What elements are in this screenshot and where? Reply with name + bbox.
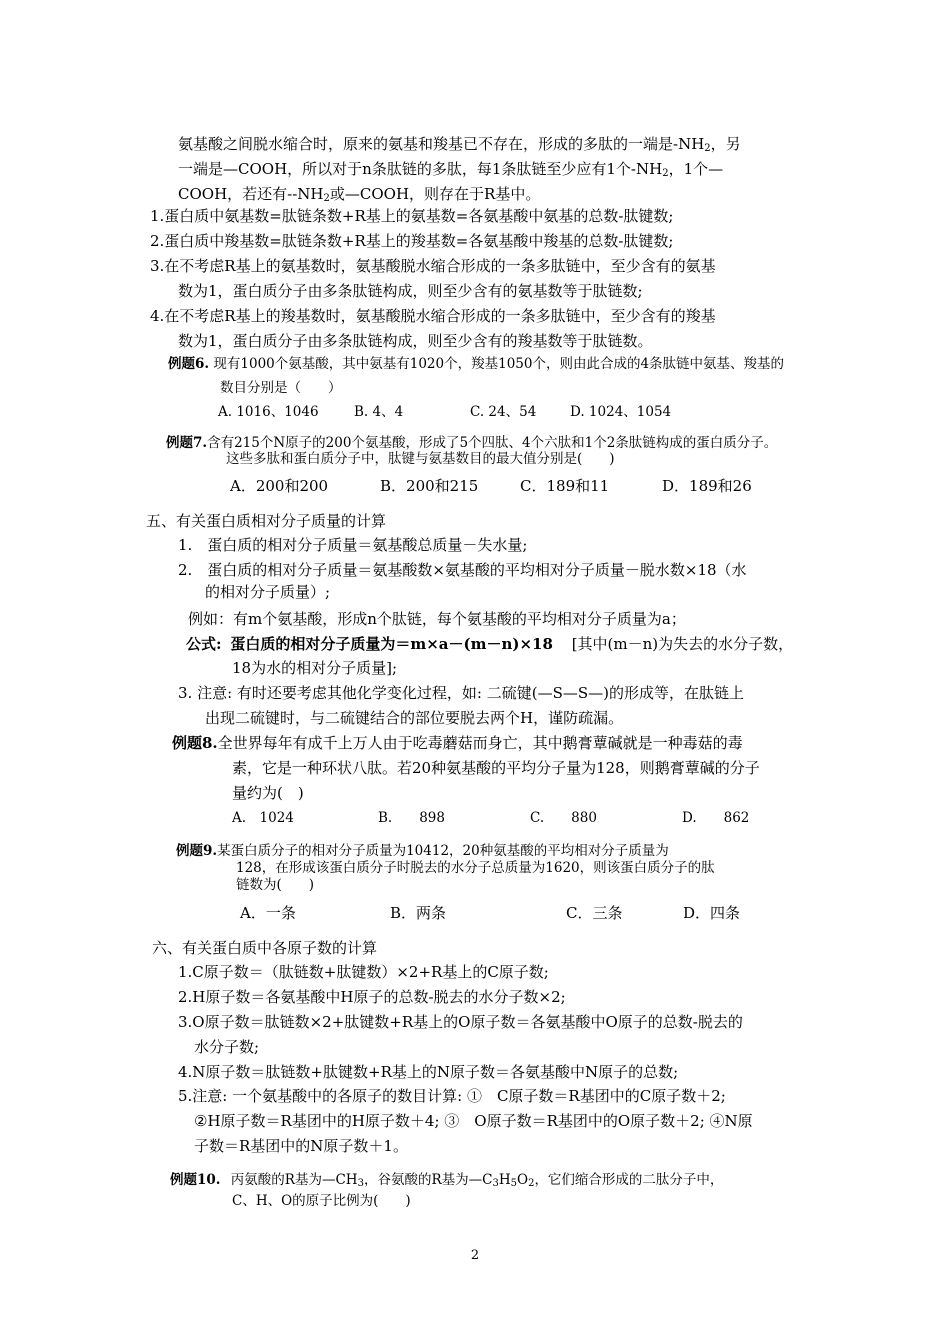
example-9-question-line-3: 链数为( ) [236, 877, 315, 893]
page-number: 2 [470, 1248, 480, 1263]
example-6-option-d: D. 1024、1054 [570, 404, 672, 420]
question-text: ，谷氨酸的R基为—C [363, 1172, 493, 1188]
question-text: 现有1000个氨基酸，其中氨基有1020个，羧基1050个，则由此合成的4条肽链中氨基、羧基的 [213, 356, 785, 372]
section-6-point-4: 4.N原子数＝肽链数+肽键数+R基上的N原子数＝各氨基酸中N原子的总数; [178, 1063, 679, 1081]
subscript: 2 [528, 1178, 535, 1189]
example-8-question-line-3: 量约为( ) [232, 784, 304, 802]
intro-text: 氨基酸之间脱水缩合时，原来的氨基和羧基已不存在，形成的多肽的一端是-NH [178, 135, 705, 153]
intro-line-2 [178, 159, 723, 179]
example-8-question [172, 733, 743, 753]
section-5-formula-note-2: 18为水的相对分子质量]; [232, 659, 397, 677]
example-10-question [170, 1170, 723, 1190]
rule-4-line-1: 4.在不考虑R基上的羧基数时，氨基酸脱水缩合形成的一条多肽链中，至少含有的羧基 [150, 307, 716, 325]
section-6-point-2: 2.H原子数＝各氨基酸中H原子的总数-脱去的水分子数×2; [178, 988, 566, 1006]
formula-note: [其中(m－n)为失去的水分子数， [571, 635, 794, 653]
example-9-option-a: A．一条 [240, 904, 296, 922]
example-7-option-a: A．200和200 [230, 477, 329, 495]
question-text: 丙氨酸的R基为—CH [230, 1172, 358, 1188]
subscript: 2 [704, 143, 711, 154]
section-5-title: 五、有关蛋白质相对分子质量的计算 [146, 512, 387, 530]
intro-text: ，另 [710, 135, 741, 153]
example-9-question-line-2: 128，在形成该蛋白质分子时脱去的水分子总质量为1620，则该蛋白质分子的肽 [236, 860, 715, 876]
section-6-point-1: 1.C原子数＝（肽链数+肽键数）×2+R基上的C原子数; [178, 963, 549, 981]
example-9-option-d: D．四条 [683, 904, 741, 922]
example-9-option-c: C．三条 [566, 904, 623, 922]
question-text: ，它们缩合形成的二肽分子中， [534, 1172, 724, 1188]
example-label: 例题8. [172, 734, 218, 752]
example-7-question-line-2: 这些多肽和蛋白质分子中，肽键与氨基数目的最大值分别是( ) [226, 451, 615, 467]
example-8-option-c: C. 880 [530, 810, 597, 826]
example-7-option-d: D．189和26 [662, 477, 752, 495]
example-label: 例题6. [168, 356, 210, 372]
example-6-option-b: B. 4、4 [354, 404, 404, 420]
example-label: 例题10. [170, 1172, 221, 1188]
subscript: 5 [510, 1178, 517, 1189]
section-5-point-2-line-2: 的相对分子质量）; [205, 583, 331, 601]
question-text: 含有215个N原子的200个氨基酸，形成了5个四肽、4个六肽和1个2条肽链构成的蛋白质分子。 [207, 435, 778, 451]
section-5-point-2-line-1: 2. 蛋白质的相对分子质量＝氨基酸数×氨基酸的平均相对分子质量－脱水数×18（水 [178, 561, 747, 579]
example-9-option-b: B．两条 [390, 904, 447, 922]
example-10-question-line-2: C、H、O的原子比例为( ) [232, 1193, 411, 1209]
rule-3-line-2: 数为1，蛋白质分子由多条肽链构成，则至少含有的氨基数等于肽链数; [178, 282, 643, 300]
subscript: 3 [357, 1178, 364, 1189]
intro-text: 一端是—COOH，所以对于n条肽链的多肽，每1条肽链至少应有1个-NH [178, 160, 663, 178]
section-5-point-3-line-1: 3. 注意: 有时还要考虑其他化学变化过程，如: 二硫键(—S—S—)的形成等，在肽链上 [178, 684, 744, 702]
example-8-option-a: A. 1024 [232, 810, 294, 826]
question-text: H [498, 1172, 511, 1188]
example-label: 例题7. [166, 435, 208, 451]
section-5-point-3-line-2: 出现二硫键时，与二硫键结合的部位要脱去两个H，谨防疏漏。 [205, 709, 624, 727]
example-7-option-b: B．200和215 [380, 477, 479, 495]
section-5-point-1: 1. 蛋白质的相对分子质量＝氨基酸总质量－失水量; [178, 536, 528, 554]
intro-text: 或—COOH，则存在于R基中。 [329, 185, 541, 203]
section-6-title: 六、有关蛋白质中各原子数的计算 [152, 939, 378, 957]
rule-4-line-2: 数为1，蛋白质分子由多条肽链构成，则至少含有的羧基数等于肽链数。 [178, 332, 653, 350]
example-label: 例题9. [176, 843, 218, 859]
intro-line-3 [178, 184, 540, 204]
section-6-point-5-line-3: 子数＝R基团中的N原子数＋1。 [194, 1137, 408, 1155]
section-6-point-3-line-2: 水分子数; [194, 1038, 260, 1056]
intro-text: COOH，若还有--NH [178, 185, 324, 203]
rule-1: 1.蛋白质中氨基数=肽链条数+R基上的氨基数=各氨基酸中氨基的总数-肽键数; [150, 207, 674, 225]
section-6-point-3-line-1: 3.O原子数＝肽链数×2+肽键数+R基上的O原子数＝各氨基酸中O原子的总数-脱去的 [178, 1013, 743, 1031]
example-8-option-b: B. 898 [378, 810, 445, 826]
rule-2: 2.蛋白质中羧基数=肽链条数+R基上的羧基数=各氨基酸中羧基的总数-肽键数; [150, 232, 674, 250]
example-6-option-a: A. 1016、1046 [218, 404, 319, 420]
example-6-question-line-2: 数目分别是（ ） [220, 380, 342, 396]
example-7-option-c: C．189和11 [520, 477, 610, 495]
intro-text: ，1个— [668, 160, 724, 178]
formula-label: 公式: [186, 635, 222, 653]
question-text: 全世界每年有成千上万人由于吃毒蘑菇而身亡，其中鹅膏蕈碱就是一种毒菇的毒 [217, 734, 743, 752]
example-6-question [168, 354, 784, 374]
subscript: 2 [323, 193, 330, 204]
section-6-point-5-line-2: ②H原子数＝R基团中的H原子数＋4; ③ O原子数＝R基团中的O原子数＋2; ④N原 [194, 1112, 753, 1130]
example-8-question-line-2: 素，它是一种环状八肽。若20种氨基酸的平均分子量为128，则鹅膏蕈碱的分子 [232, 759, 760, 777]
subscript: 3 [492, 1178, 499, 1189]
subscript: 2 [662, 168, 669, 179]
question-text: 某蛋白质分子的相对分子质量为10412，20种氨基酸的平均相对分子质量为 [217, 843, 669, 859]
question-text: O [516, 1172, 529, 1188]
example-8-option-d: D. 862 [682, 810, 750, 826]
section-5-example: 例如：有m个氨基酸，形成n个肽链，每个氨基酸的平均相对分子质量为a； [188, 610, 686, 628]
section-5-formula [186, 634, 793, 654]
formula-text: 蛋白质的相对分子质量为＝m×a－(m－n)×18 [230, 635, 553, 653]
example-6-option-c: C. 24、54 [470, 404, 537, 420]
intro-line-1 [178, 134, 741, 154]
rule-3-line-1: 3.在不考虑R基上的氨基数时，氨基酸脱水缩合形成的一条多肽链中，至少含有的氨基 [150, 257, 716, 275]
section-6-point-5-line-1: 5.注意: 一个氨基酸中的各原子的数目计算: ① C原子数＝R基团中的C原子数＋2; [178, 1087, 726, 1105]
